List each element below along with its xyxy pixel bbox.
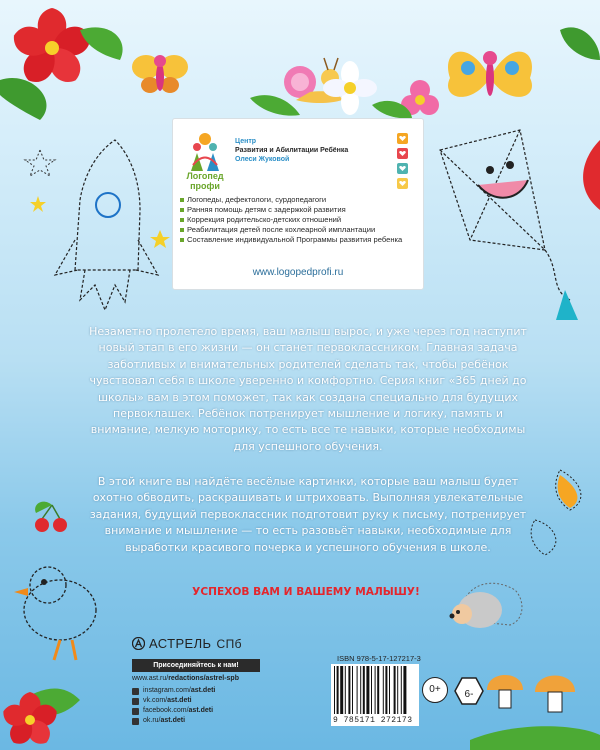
heart-badge-icon — [397, 133, 408, 144]
book-description-paragraph: В этой книге вы найдёте весёлые картинки, которые ваш малыш будет охотно обводить, раскрашивать и штриховать. Выполняя увлекательные задания, будущий первоклассник подготовит руку к письму, потренирует внимание и мышление — то есть разовьёт навыки, необходимые для выработки красивого почерка и успешного обучения в школе. — [89, 475, 527, 554]
ok-icon — [132, 718, 139, 725]
social-handle: ast.deti — [160, 717, 186, 724]
barcode-bar — [334, 666, 335, 714]
intro-paragraph: Незаметно пролетело время, ваш малыш вырос, и уже через год наступит новый этап в его жизни — он станет первоклассником. Главная задача заботливых и внимательных родителей сделать так, чтобы ребёнок чувствовал себя в школе уверенно и комфортно. Серия книг «365 дней до школы» вам в этом поможет, так как создана специально для будущих первоклашек. Ребёнок потренирует мышление и логику, память и внимание, мелкую моторику, то есть все те навыки, которые необходимы для успешного обучения. — [89, 325, 527, 453]
kite-icon — [440, 130, 570, 300]
age-recommended-badge — [454, 677, 484, 705]
rocket-icon — [55, 140, 158, 310]
cherry-icon — [35, 502, 67, 532]
slogan: УСПЕХОВ ВАМ И ВАШЕМУ МАЛЫШУ! — [192, 586, 420, 598]
social-link[interactable] — [132, 686, 215, 696]
badge-column — [397, 133, 411, 193]
vk-icon — [132, 698, 139, 705]
barcode-bar — [345, 666, 346, 714]
social-handle: ast.deti — [188, 707, 214, 714]
mushroom-icon — [535, 676, 575, 713]
service-item: Ранняя помощь детям с задержкой развития — [179, 205, 419, 215]
publisher-city: СПб — [216, 636, 242, 651]
astrel-a-icon — [132, 637, 145, 650]
social-handle: ast.deti — [167, 697, 192, 704]
barcode-bar — [371, 666, 372, 714]
barcode-bar — [385, 666, 387, 714]
butterfly-icon — [448, 51, 532, 97]
barcode-bar — [397, 666, 398, 714]
service-item: Коррекция родительско-детских отношений — [179, 215, 419, 225]
service-item: Реабилитация детей после кохлеарной имплантации — [179, 225, 419, 235]
barcode-bar — [352, 666, 353, 714]
center-title-line: Олеси Жуковой — [235, 156, 290, 163]
star-icon — [30, 196, 46, 212]
barcode-bar — [394, 666, 396, 714]
barcode-bar — [389, 666, 390, 714]
social-links — [132, 686, 215, 726]
logoped-profi-ad — [172, 118, 424, 290]
publisher-url[interactable] — [132, 675, 239, 682]
facebook-icon — [132, 708, 139, 715]
service-item: Логопеды, дефектологи, сурдопедагоги — [179, 195, 419, 205]
barcode-bar — [363, 666, 365, 714]
publisher-logo — [132, 636, 242, 651]
isbn: ISBN 978-5-17-127217-3 — [337, 654, 421, 663]
social-handle: ast.deti — [190, 687, 216, 694]
barcode-bar — [357, 666, 358, 714]
leaf-icon — [531, 470, 581, 555]
social-link[interactable] — [132, 716, 215, 726]
barcode-bar — [360, 666, 361, 714]
url-path: redactions/astrel-spb — [168, 675, 239, 682]
url-prefix: www.ast.ru/ — [132, 675, 169, 682]
barcode-bar — [348, 666, 350, 714]
heart-badge-icon — [397, 148, 408, 159]
publisher-name: АСТРЕЛЬ — [149, 636, 212, 651]
center-title — [235, 137, 348, 164]
center-title-line: Центр — [235, 138, 257, 145]
leaf-icon — [558, 475, 578, 508]
barcode-bar — [403, 666, 406, 714]
barcode-bar — [375, 666, 376, 714]
barcode-bar — [340, 666, 343, 714]
barcode-bar — [366, 666, 369, 714]
social-link[interactable] — [132, 696, 215, 706]
barcode-digits: 9 785171 272173 — [333, 716, 413, 725]
social-prefix: ok.ru/ — [143, 717, 161, 724]
barcode-bar — [377, 666, 379, 714]
join-us-banner: Присоединяйтесь к нам! — [132, 659, 260, 672]
hedgehog-icon — [450, 583, 522, 628]
service-item: Составление индивидуальной Программы развития ребенка — [179, 235, 419, 245]
instagram-icon — [132, 688, 139, 695]
social-prefix: facebook.com/ — [143, 707, 189, 714]
logoped-profi-logo-icon — [183, 131, 227, 175]
barcode-bar — [401, 666, 402, 714]
mushroom-icon — [487, 675, 523, 708]
barcode-bar — [337, 666, 339, 714]
center-title-line: Развития и Абилитации Ребёнка — [235, 147, 349, 154]
heart-badge-icon — [397, 163, 408, 174]
social-link[interactable] — [132, 706, 215, 716]
services-list — [179, 195, 419, 245]
flower-icon — [10, 8, 95, 89]
website-link[interactable]: www.logopedprofi.ru — [252, 267, 344, 278]
chick-icon — [24, 567, 96, 640]
star-icon — [25, 150, 55, 176]
barcode-bar — [383, 666, 384, 714]
age-rating-badge: 0+ — [422, 677, 448, 703]
social-prefix: instagram.com/ — [143, 687, 191, 694]
social-prefix: vk.com/ — [143, 697, 168, 704]
barcode-icon — [331, 664, 419, 716]
star-icon — [150, 230, 170, 248]
heart-badge-icon — [397, 178, 408, 189]
age-recommended-text: 6- — [464, 689, 474, 700]
butterfly-icon — [132, 55, 188, 93]
logo-caption: Логопед профи — [186, 171, 224, 191]
